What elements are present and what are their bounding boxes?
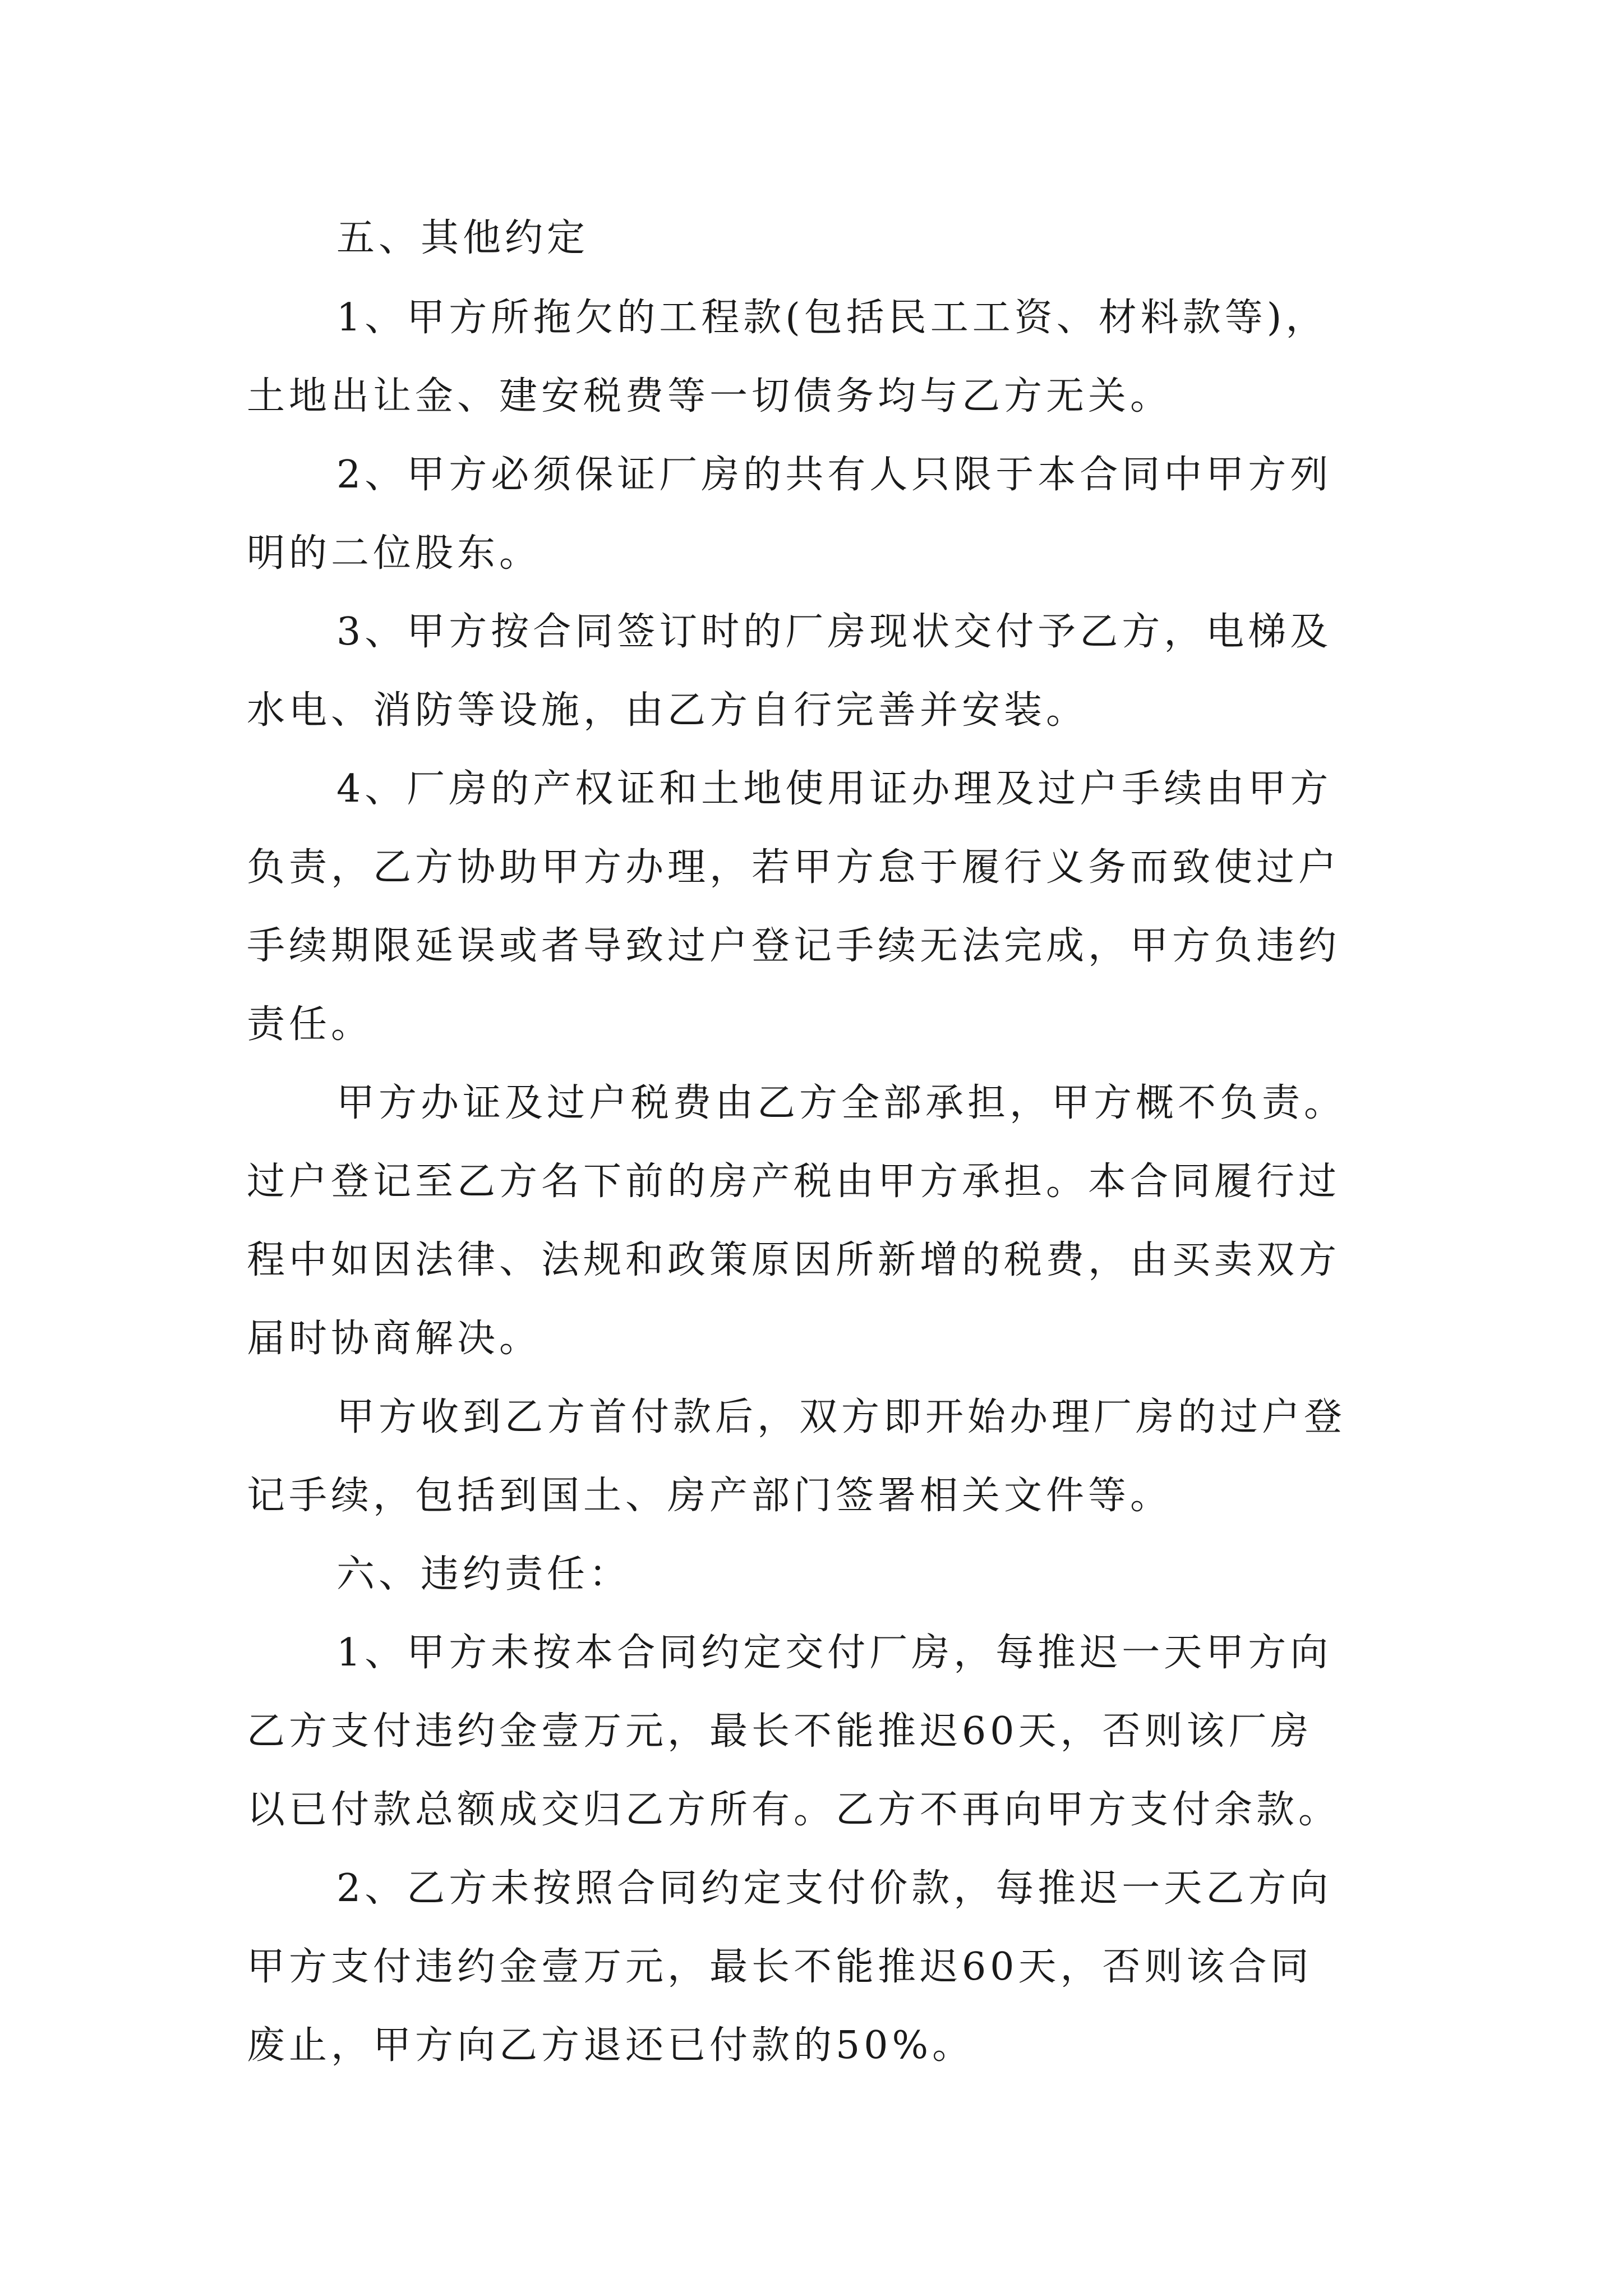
section-heading-breach-liability: 六、违约责任： [336,1552,631,1596]
paragraph-line: 明的二位股东。 [247,531,542,576]
paragraph-line: 记手续，包括到国土、房产部门签署相关文件等。 [247,1474,1173,1518]
paragraph-line: 甲方支付违约金壹万元，最长不能推迟60天，否则该合同 [247,1945,1313,1989]
paragraph-line: 2、甲方必须保证厂房的共有人只限于本合同中甲方列 [336,453,1332,497]
paragraph-line: 甲方收到乙方首付款后，双方即开始办理厂房的过户登 [336,1395,1347,1439]
paragraph-line: 责任。 [247,1002,374,1047]
paragraph-line: 手续期限延误或者导致过户登记手续无法完成，甲方负违约 [247,924,1341,968]
section-heading-other-terms: 五、其他约定 [336,216,589,260]
paragraph-line: 3、甲方按合同签订时的厂房现状交付予乙方，电梯及 [336,610,1332,654]
paragraph-line: 1、甲方未按本合同约定交付厂房，每推迟一天甲方向 [336,1631,1332,1675]
paragraph-line: 水电、消防等设施，由乙方自行完善并安装。 [247,688,1089,733]
paragraph-line: 废止，甲方向乙方退还已付款的50%。 [247,2023,975,2068]
paragraph-line: 土地出让金、建安税费等一切债务均与乙方无关。 [247,374,1173,418]
paragraph-line: 乙方支付违约金壹万元，最长不能推迟60天，否则该厂房 [247,1709,1313,1754]
paragraph-line: 1、甲方所拖欠的工程款(包括民工工资、材料款等)， [336,296,1328,340]
paragraph-line: 程中如因法律、法规和政策原因所新增的税费，由买卖双方 [247,1238,1341,1282]
paragraph-line: 2、乙方未按照合同约定支付价款，每推迟一天乙方向 [336,1866,1332,1911]
paragraph-line: 届时协商解决。 [247,1317,542,1361]
paragraph-line: 4、厂房的产权证和土地使用证办理及过户手续由甲方 [336,767,1332,811]
paragraph-line: 以已付款总额成交归乙方所有。乙方不再向甲方支付余款。 [247,1788,1341,1832]
paragraph-line: 过户登记至乙方名下前的房产税由甲方承担。本合同履行过 [247,1159,1341,1204]
paragraph-line: 负责，乙方协助甲方办理，若甲方怠于履行义务而致使过户 [247,845,1341,890]
paragraph-line: 甲方办证及过户税费由乙方全部承担，甲方概不负责。 [336,1081,1347,1125]
